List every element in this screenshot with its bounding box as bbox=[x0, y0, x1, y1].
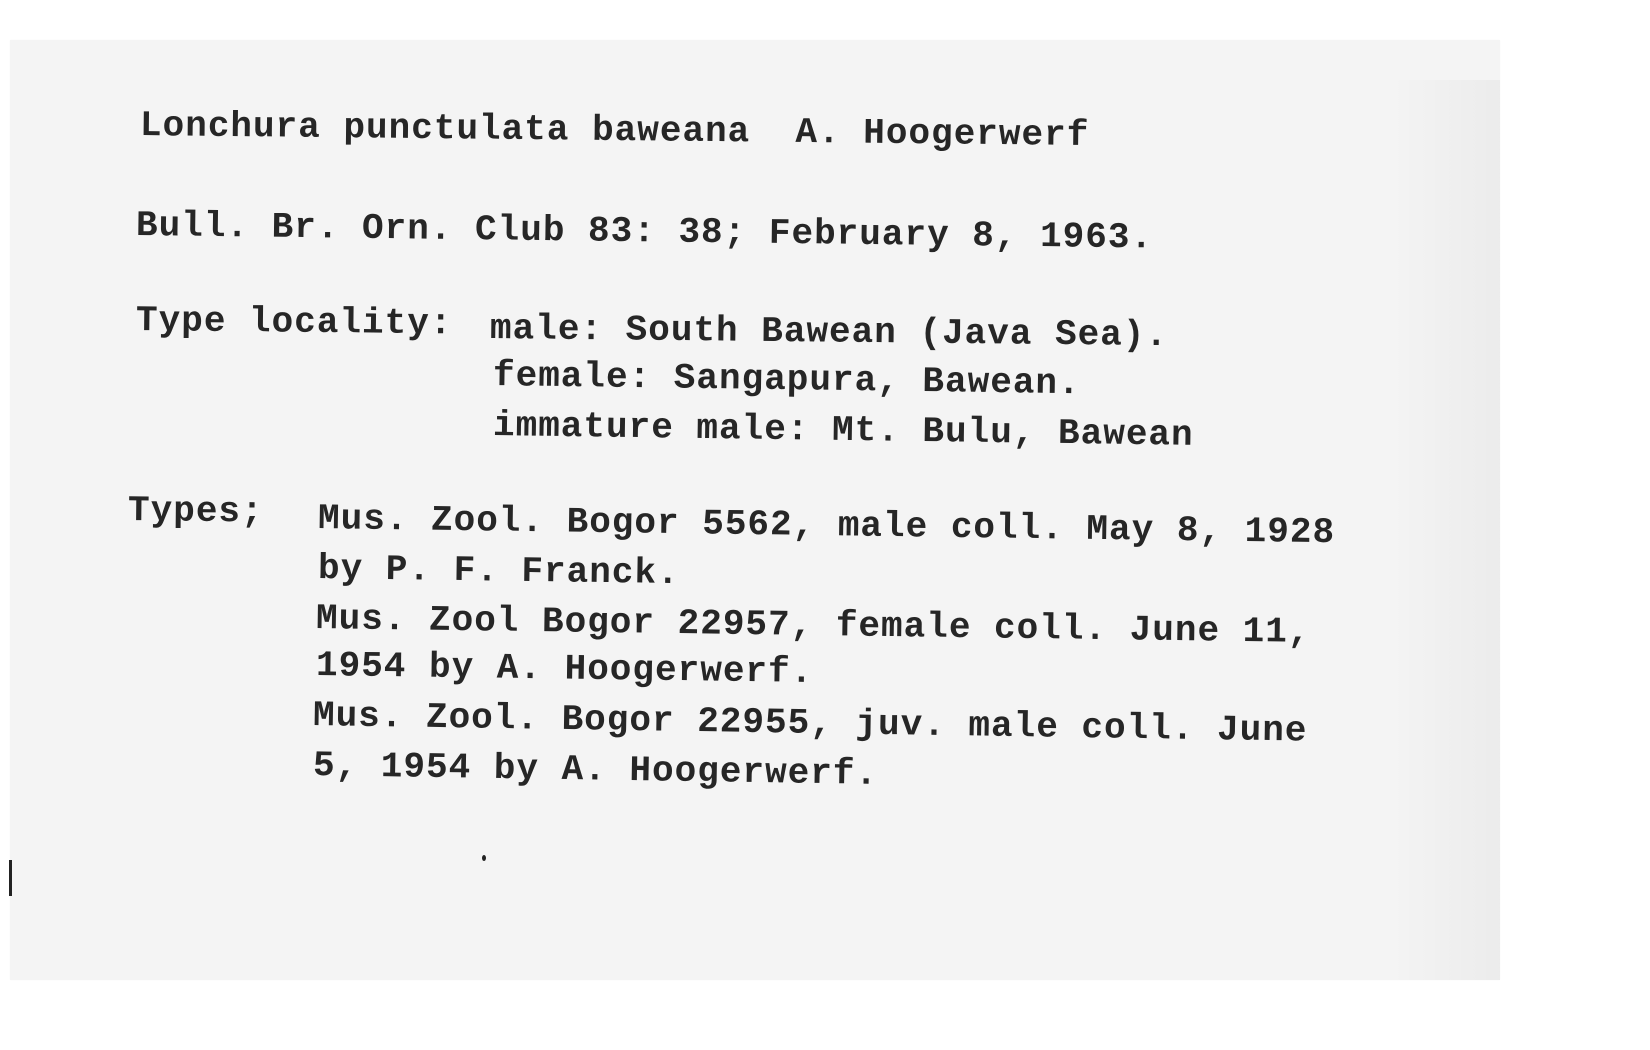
type-locality-immature-male: immature male: Mt. Bulu, Bawean bbox=[492, 405, 1194, 456]
type-locality-male: male: South Bawean (Java Sea). bbox=[489, 308, 1169, 357]
taxon-name-line: Lonchura punctulata baweana A. Hoogerwerf bbox=[139, 105, 1090, 156]
card-edge-mark bbox=[9, 860, 12, 896]
type-locality-female: female: Sangapura, Bawean. bbox=[492, 355, 1081, 405]
types-line-2: by P. F. Franck. bbox=[317, 548, 680, 595]
types-line-3: Mus. Zool Bogor 22957, female coll. June 11, bbox=[315, 598, 1311, 653]
types-line-5: Mus. Zool. Bogor 22955, juv. male coll. June bbox=[312, 695, 1308, 752]
type-locality-label: Type locality: bbox=[135, 300, 453, 345]
citation-line: Bull. Br. Orn. Club 83: 38; February 8, 1963. bbox=[135, 205, 1154, 259]
ink-speck bbox=[482, 855, 486, 861]
types-label: Types; bbox=[127, 490, 264, 533]
types-line-4: 1954 by A. Hoogerwerf. bbox=[315, 645, 814, 693]
types-line-6: 5, 1954 by A. Hoogerwerf. bbox=[312, 745, 879, 795]
types-line-1: Mus. Zool. Bogor 5562, male coll. May 8, 1928 bbox=[317, 498, 1336, 554]
